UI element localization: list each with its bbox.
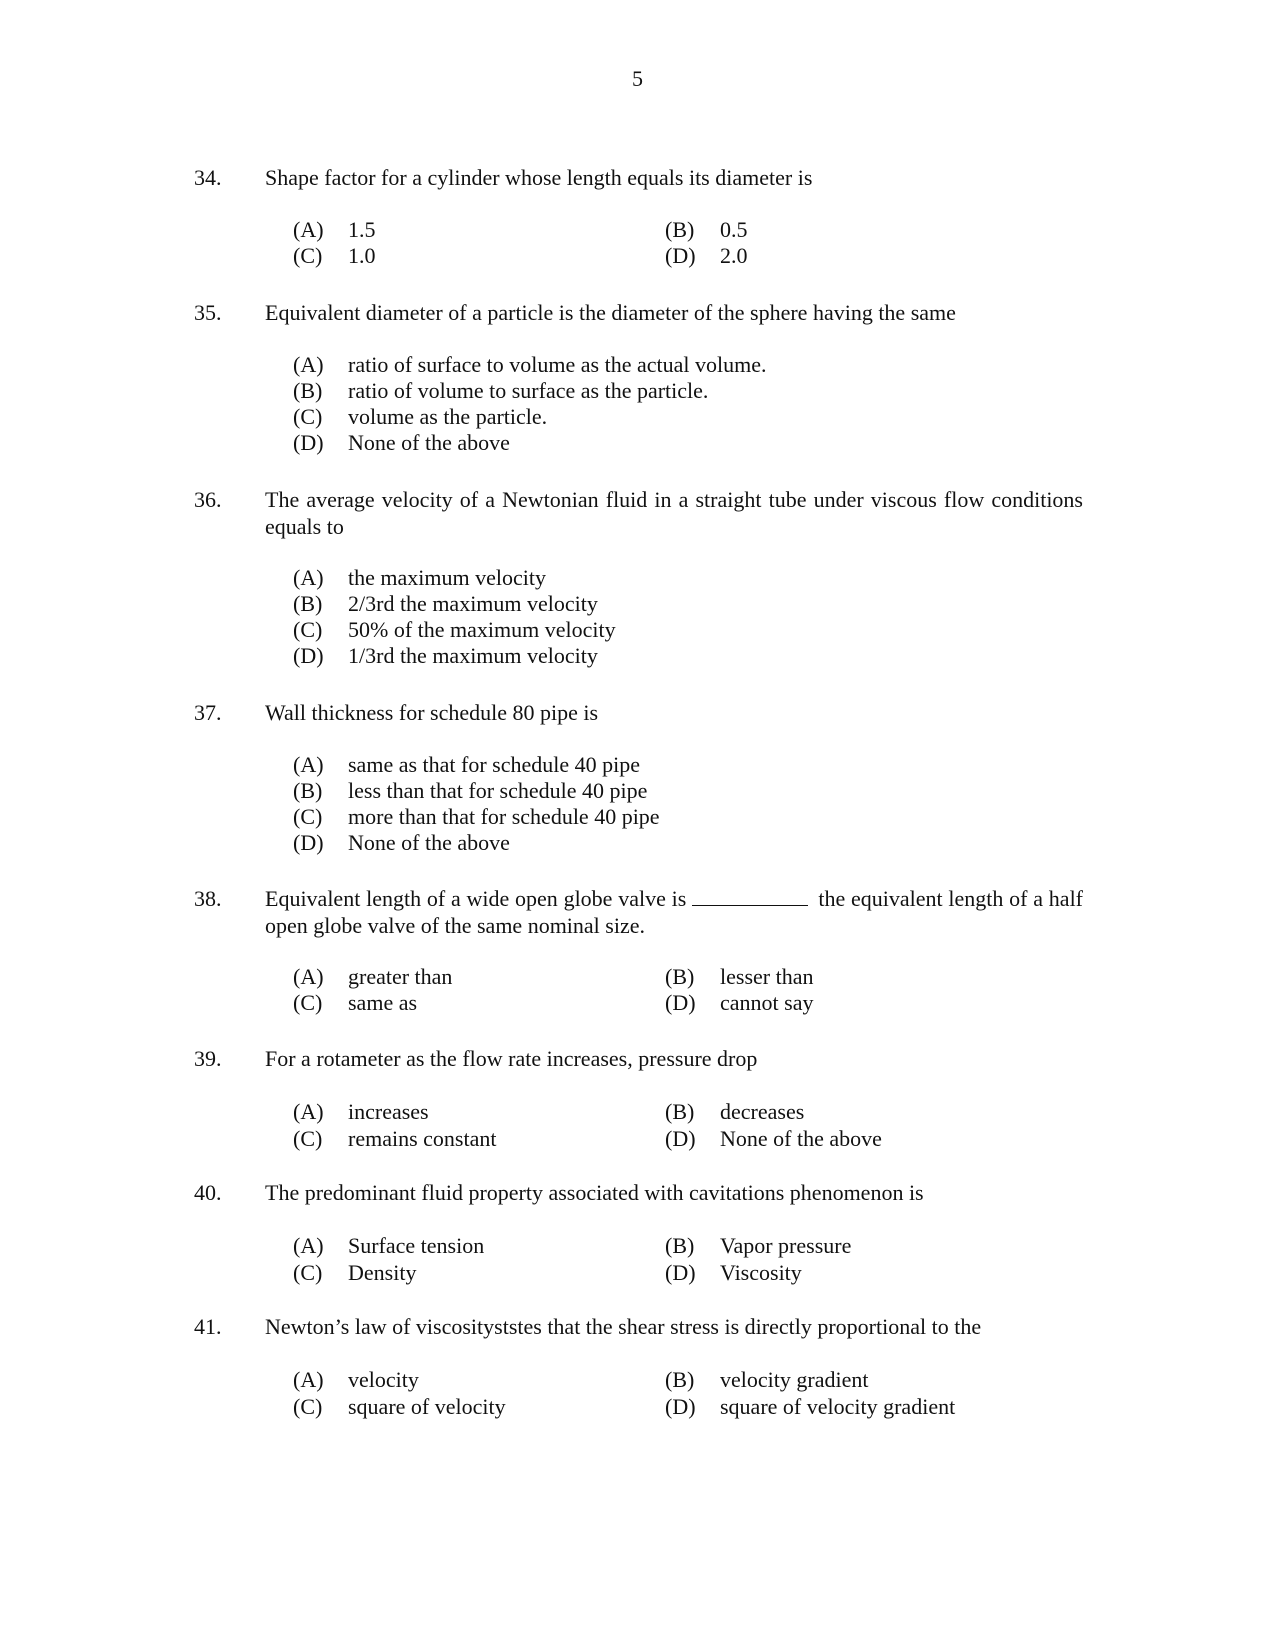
option-text: decreases [720, 1099, 805, 1124]
question-stem: Shape factor for a cylinder whose length equals its diameter is [265, 165, 813, 190]
option-text: remains constant [348, 1126, 497, 1151]
question-number: 40. [194, 1180, 222, 1205]
option-text: 2/3rd the maximum velocity [348, 591, 598, 616]
option-text: 2.0 [720, 243, 748, 268]
option-text: ratio of surface to volume as the actual volume. [348, 352, 767, 377]
option-text: velocity [348, 1367, 419, 1392]
option-letter: (C) [293, 404, 323, 429]
option-letter: (C) [293, 1126, 323, 1151]
option-letter: (A) [293, 1099, 324, 1124]
option-text: greater than [348, 964, 453, 989]
option-text: lesser than [720, 964, 814, 989]
option-letter: (B) [293, 778, 323, 803]
option-letter: (A) [293, 964, 324, 989]
option-text: volume as the particle. [348, 404, 548, 429]
option-letter: (B) [665, 964, 695, 989]
option-letter: (D) [665, 1126, 696, 1151]
option-letter: (D) [665, 990, 696, 1015]
option-letter: (D) [665, 1394, 696, 1419]
option-letter: (C) [293, 990, 323, 1015]
option-letter: (C) [293, 243, 323, 268]
option-text: Density [348, 1260, 417, 1285]
option-text: the maximum velocity [348, 565, 546, 590]
stem-text-after: the equivalent length of a half open globe valve of the same nominal size. [265, 886, 1084, 938]
option-text: less than that for schedule 40 pipe [348, 778, 648, 803]
option-letter: (A) [293, 565, 324, 590]
option-letter: (A) [293, 1233, 324, 1258]
question-number: 37. [194, 700, 222, 725]
option-text: same as [348, 990, 418, 1015]
question-number: 34. [194, 165, 222, 190]
question-stem: The average velocity of a Newtonian fluid in a straight tube under viscous flow conditions equals to [265, 487, 1083, 539]
option-text: 50% of the maximum velocity [348, 617, 616, 642]
question-stem: For a rotameter as the flow rate increases, pressure drop [265, 1046, 758, 1071]
question-stem: Newton’s law of viscosityststes that the shear stress is directly proportional to the [265, 1314, 982, 1339]
option-text: velocity gradient [720, 1367, 869, 1392]
question-number: 41. [194, 1314, 222, 1339]
question-stem: Wall thickness for schedule 80 pipe is [265, 700, 599, 725]
option-letter: (D) [665, 243, 696, 268]
option-text: 1.0 [348, 243, 376, 268]
option-letter: (B) [665, 1099, 695, 1124]
question-number: 36. [194, 487, 222, 512]
option-letter: (A) [293, 352, 324, 377]
option-letter: (A) [293, 217, 324, 242]
option-letter: (A) [293, 1367, 324, 1392]
option-letter: (C) [293, 1394, 323, 1419]
option-letter: (D) [293, 643, 324, 668]
option-text: 1/3rd the maximum velocity [348, 643, 598, 668]
question-number: 38. [194, 886, 222, 911]
option-text: None of the above [720, 1126, 882, 1151]
option-text: Vapor pressure [720, 1233, 852, 1258]
option-text: ratio of volume to surface as the particle. [348, 378, 709, 403]
option-text: None of the above [348, 430, 510, 455]
option-letter: (B) [293, 378, 323, 403]
question-number: 35. [194, 300, 222, 325]
option-letter: (B) [293, 591, 323, 616]
answer-blank [692, 887, 808, 906]
option-letter: (B) [665, 1367, 695, 1392]
question-stem [265, 886, 1083, 939]
option-text: 1.5 [348, 217, 376, 242]
option-text: None of the above [348, 830, 510, 855]
option-letter: (C) [293, 617, 323, 642]
option-text: increases [348, 1099, 429, 1124]
option-text: Viscosity [720, 1260, 802, 1285]
option-letter: (D) [293, 430, 324, 455]
option-text: Surface tension [348, 1233, 485, 1258]
option-letter: (B) [665, 1233, 695, 1258]
page-number: 5 [632, 66, 643, 91]
option-letter: (C) [293, 1260, 323, 1285]
option-text: square of velocity gradient [720, 1394, 956, 1419]
option-letter: (C) [293, 804, 323, 829]
option-letter: (B) [665, 217, 695, 242]
option-text: cannot say [720, 990, 814, 1015]
question-number: 39. [194, 1046, 222, 1071]
option-text: more than that for schedule 40 pipe [348, 804, 660, 829]
option-letter: (D) [665, 1260, 696, 1285]
option-text: square of velocity [348, 1394, 506, 1419]
option-letter: (D) [293, 830, 324, 855]
option-text: 0.5 [720, 217, 748, 242]
option-letter: (A) [293, 752, 324, 777]
question-stem: Equivalent diameter of a particle is the diameter of the sphere having the same [265, 300, 956, 325]
question-stem: The predominant fluid property associated with cavitations phenomenon is [265, 1180, 924, 1205]
stem-text-before: Equivalent length of a wide open globe valve is [265, 886, 687, 911]
option-text: same as that for schedule 40 pipe [348, 752, 641, 777]
